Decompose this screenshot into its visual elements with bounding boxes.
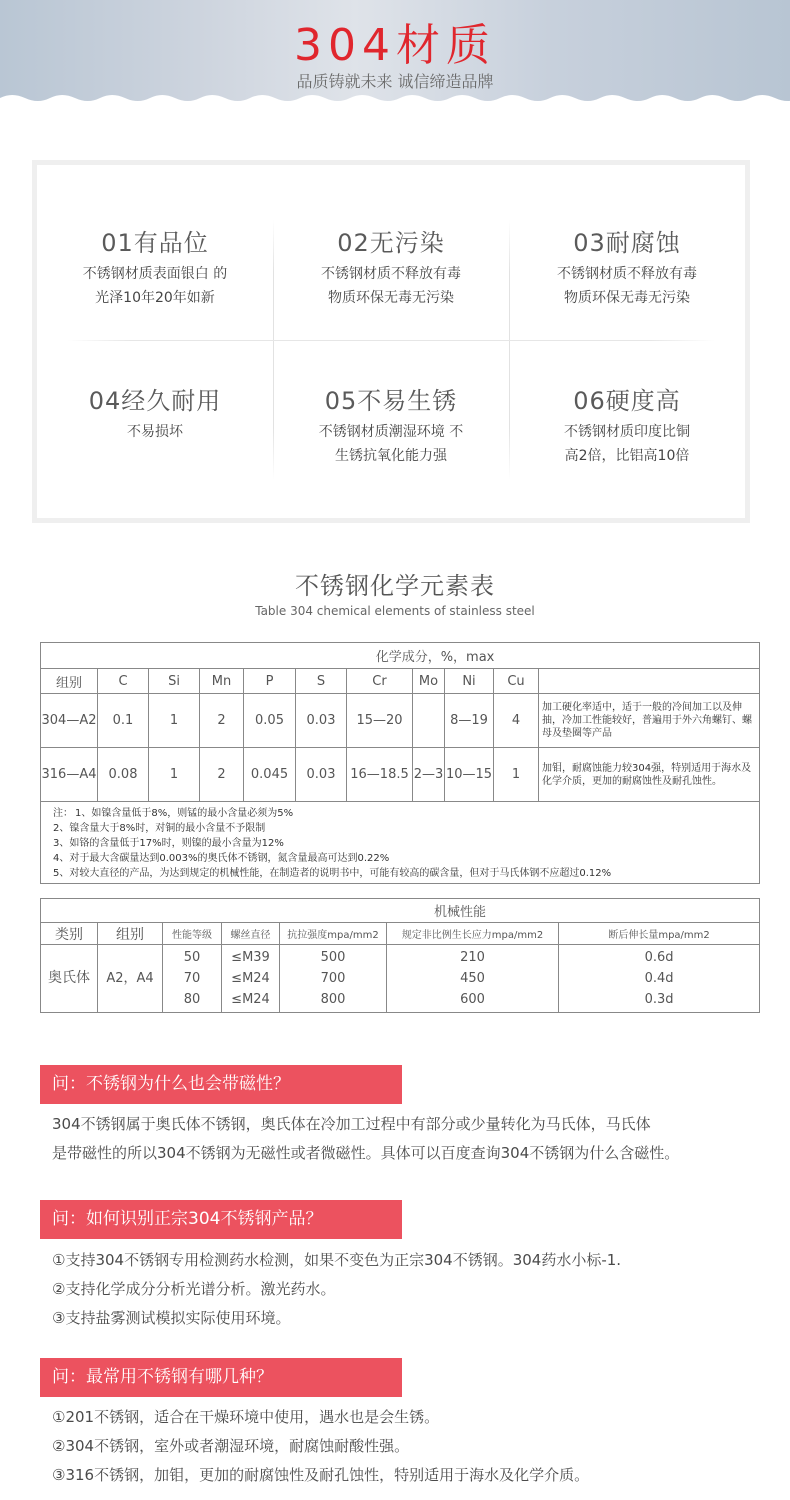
header-cell: Si (149, 669, 200, 694)
category-cell: 奥氏体 (41, 945, 98, 1013)
header-cell: Mo (413, 669, 445, 694)
feature-desc: 不锈钢材质表面银白 的 光泽10年20年如新 (82, 266, 228, 306)
chem-section-subtitle: Table 304 chemical elements of stainless steel (255, 604, 535, 618)
header-cell (539, 669, 760, 694)
wave-divider (0, 92, 790, 112)
feature-title: 03耐腐蚀 (573, 229, 681, 257)
yield-cell: 210 450 600 (387, 945, 559, 1013)
feature-desc: 不锈钢材质不释放有毒 物质环保无毒无污染 (321, 266, 461, 306)
header-cell: Cr (347, 669, 413, 694)
banner-subtitle: 品质铸就未来 诚信缔造品牌 (296, 72, 494, 91)
chem-section-title: 不锈钢化学元素表 (295, 572, 495, 600)
header-cell: P (244, 669, 296, 694)
table-cell: 316—A4 (41, 748, 98, 802)
table-row (41, 748, 760, 802)
table-cell: 16—18.5 (347, 748, 413, 802)
header-cell: Mn (200, 669, 244, 694)
feature-desc: 不锈钢材质潮湿环境 不 生锈抗氧化能力强 (318, 424, 464, 464)
table-caption: 化学成分，%，max (41, 643, 760, 669)
header-cell: 规定非比例生长应力mpa/mm2 (387, 923, 559, 945)
table-cell: 0.05 (244, 694, 296, 748)
table-header-row (41, 669, 760, 694)
header-cell: Ni (445, 669, 494, 694)
table-notes (41, 802, 760, 884)
table-cell: 10—15 (445, 748, 494, 802)
feature-item (37, 228, 273, 310)
table-cell: 0.03 (296, 694, 347, 748)
header-cell: 组别 (98, 923, 163, 945)
table-caption: 机械性能 (41, 899, 760, 923)
table-cell: 8—19 (445, 694, 494, 748)
feature-item (509, 228, 745, 310)
table-cell: 1 (149, 748, 200, 802)
note-item: 4、对于最大含碳量达到0.003%的奥氏体不锈钢，氮含量最高可达到0.22% (53, 853, 390, 864)
table-cell: 304—A2 (41, 694, 98, 748)
header-cell: 螺丝直径 (222, 923, 280, 945)
table-cell: 1 (494, 748, 539, 802)
table-cell: 2 (200, 748, 244, 802)
feature-item (509, 386, 745, 468)
feature-desc: 不锈钢材质印度比铜 高2倍，比铝高10倍 (564, 424, 690, 464)
diameter-cell: ≤M39 ≤M24 ≤M24 (222, 945, 280, 1013)
table-cell: 0.1 (98, 694, 149, 748)
table-cell: 2 (200, 694, 244, 748)
chemical-elements-table (40, 642, 760, 884)
feature-title: 05不易生锈 (324, 387, 458, 415)
feature-item (273, 228, 509, 310)
tensile-cell: 500 700 800 (280, 945, 387, 1013)
note-item: 3、如铬的含量低于17%时，则镍的最小含量为12% (53, 838, 284, 849)
table-cell-desc: 加工硬化率适中，适于一般的冷间加工以及伸抽，冷加工性能较好，普遍用于外六角螺钉、螺母及垫圈等产品 (539, 694, 760, 748)
table-cell: 1 (149, 694, 200, 748)
elongation-cell: 0.6d 0.4d 0.3d (559, 945, 760, 1013)
table-row (41, 945, 760, 1013)
header-banner (0, 0, 790, 108)
header-cell: 类别 (41, 923, 98, 945)
features-card (32, 160, 750, 523)
table-row (41, 694, 760, 748)
feature-title: 01有品位 (101, 229, 209, 257)
header-cell: 组别 (41, 669, 98, 694)
header-cell: 性能等级 (163, 923, 222, 945)
feature-title: 02无污染 (337, 229, 445, 257)
group-cell: A2，A4 (98, 945, 163, 1013)
header-cell: 断后伸长量mpa/mm2 (559, 923, 760, 945)
faq-question-bar: 问：最常用不锈钢有哪几种？ (40, 1358, 402, 1397)
feature-title: 04经久耐用 (88, 387, 222, 415)
table-cell: 0.03 (296, 748, 347, 802)
feature-item (37, 386, 273, 444)
banner-title: 304材质 (294, 20, 496, 71)
faq-question-bar: 问：不锈钢为什么也会带磁性？ (40, 1065, 402, 1104)
features-grid (37, 220, 745, 480)
divider (67, 340, 715, 341)
table-cell: 2—3 (413, 748, 445, 802)
table-cell: 0.045 (244, 748, 296, 802)
feature-desc: 不易损坏 (127, 424, 183, 440)
note-prefix: 注： (53, 808, 73, 819)
note-item: 1、如镍含量低于8%，则锰的最小含量必须为5% (75, 808, 294, 819)
faq-question-bar: 问：如何识别正宗304不锈钢产品？ (40, 1200, 402, 1239)
table-cell (413, 694, 445, 748)
table-header-row (41, 923, 760, 945)
table-cell: 0.08 (98, 748, 149, 802)
header-cell: C (98, 669, 149, 694)
faq-answer: 304不锈钢属于奥氏体不锈钢，奥氏体在冷加工过程中有部分或少量转化为马氏体，马氏体 是带磁性的所以304不锈钢为无磁性或者微磁性。具体可以百度查询304不锈钢为什么含磁性。 (52, 1115, 680, 1162)
faq-answer: ①支持304不锈钢专用检测药水检测，如果不变色为正宗304不锈钢。304药水小标-1. ②支持化学成分分析光谱分析。激光药水。 ③支持盐雾测试模拟实际使用环境。 (52, 1251, 622, 1327)
feature-title: 06硬度高 (573, 387, 681, 415)
table-cell: 4 (494, 694, 539, 748)
feature-desc: 不锈钢材质不释放有毒 物质环保无毒无污染 (557, 266, 697, 306)
note-item: 5、对较大直径的产品，为达到规定的机械性能，在制造者的说明书中，可能有较高的碳含量，但对于马氏体钢不应超过0.12% (53, 868, 612, 879)
table-cell-desc: 加钼，耐腐蚀能力较304强，特别适用于海水及化学介质，更加的耐腐蚀性及耐孔蚀性。 (539, 748, 760, 802)
header-cell: 抗拉强度mpa/mm2 (280, 923, 387, 945)
mechanical-properties-table (40, 898, 760, 1013)
note-item: 2、镍含量大于8%时，对铜的最小含量不予限制 (53, 823, 266, 834)
feature-item (273, 386, 509, 468)
grade-cell: 50 70 80 (163, 945, 222, 1013)
faq-answer: ①201不锈钢，适合在干燥环境中使用，遇水也是会生锈。 ②304不锈钢，室外或者潮湿环境，耐腐蚀耐酸性强。 ③316不锈钢，加钼，更加的耐腐蚀性及耐孔蚀性，特别适用于海水及化学介质。 (52, 1408, 590, 1484)
header-cell: S (296, 669, 347, 694)
header-cell: Cu (494, 669, 539, 694)
table-cell: 15—20 (347, 694, 413, 748)
